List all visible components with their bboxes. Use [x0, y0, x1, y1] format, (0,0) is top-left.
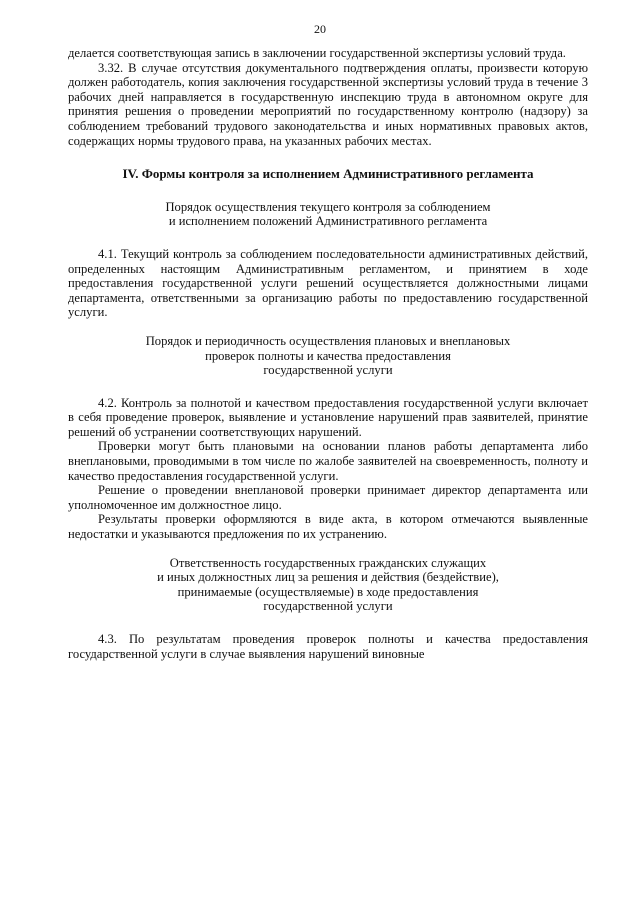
subheading-line: принимаемые (осуществляемые) в ходе предоставления [177, 584, 479, 599]
paragraph-4-2: 4.2. Контроль за полнотой и качеством предоставления государственной услуги включает в себя проведение проверок, выявление и установление нарушений прав заявителей, принятие решений об устранении соответствующих нарушений. [68, 395, 588, 439]
paragraph-unscheduled-decision: Решение о проведении внеплановой проверки принимает директор департамента или уполномоченное им должностное лицо. [68, 483, 588, 512]
subheading-inspections [68, 334, 588, 378]
subheading-current-control [68, 200, 588, 229]
page-number: 20 [314, 22, 326, 36]
subheading-line: Порядок и периодичность осуществления плановых и внеплановых [145, 333, 511, 348]
paragraph-3-32: 3.32. В случае отсутствия документального подтверждения оплаты, произвести которую должен работодатель, копия заключения государственной экспертизы условий труда в течение 3 рабочих дней направляется в государственную инспекцию труда в автономном округе для принятия решения о проведении мероприятий по государственному контролю (надзору) за соблюдением требований трудового законодательства и иных нормативных правовых актов, содержащих нормы трудового права, на указанных рабочих местах. [68, 60, 588, 148]
subheading-line: Порядок осуществления текущего контроля за соблюдением [165, 199, 491, 214]
subheading-line: Ответственность государственных гражданских служащих [169, 555, 487, 570]
paragraph-continuation: делается соответствующая запись в заключении государственной экспертизы условий труда. [68, 46, 566, 60]
paragraph-4-3: 4.3. По результатам проведения проверок полноты и качества предоставления государственной услуги в случае выявления нарушений виновные [68, 632, 588, 661]
subheading-line: и исполнением положений Административного регламента [168, 214, 488, 229]
subheading-line: государственной услуги [263, 599, 393, 614]
paragraph-inspections-types: Проверки могут быть плановыми на основании планов работы департамента либо внеплановыми, проводимыми в том числе по жалобе заявителей на своевременность, полноту и качество предоставления государственной услуги. [68, 439, 588, 483]
subheading-responsibility [68, 556, 588, 614]
section-title: IV. Формы контроля за исполнением Административного регламента [122, 166, 534, 182]
paragraph-4-1: 4.1. Текущий контроль за соблюдением последовательности административных действий, определенных настоящим Административным регламентом, и принятием в ходе предоставления государственной услуги решений осуществляется должностными лицами департамента, ответственными за организацию работы по предоставлению государственной услуги. [68, 246, 588, 320]
subheading-line: и иных должностных лиц за решения и действия (бездействие), [157, 570, 499, 585]
paragraph-inspection-results: Результаты проверки оформляются в виде акта, в котором отмечаются выявленные недостатки и указываются предложения по их устранению. [68, 512, 588, 542]
page-content [68, 46, 588, 661]
subheading-line: проверок полноты и качества предоставления [205, 348, 451, 363]
subheading-line: государственной услуги [263, 363, 393, 378]
